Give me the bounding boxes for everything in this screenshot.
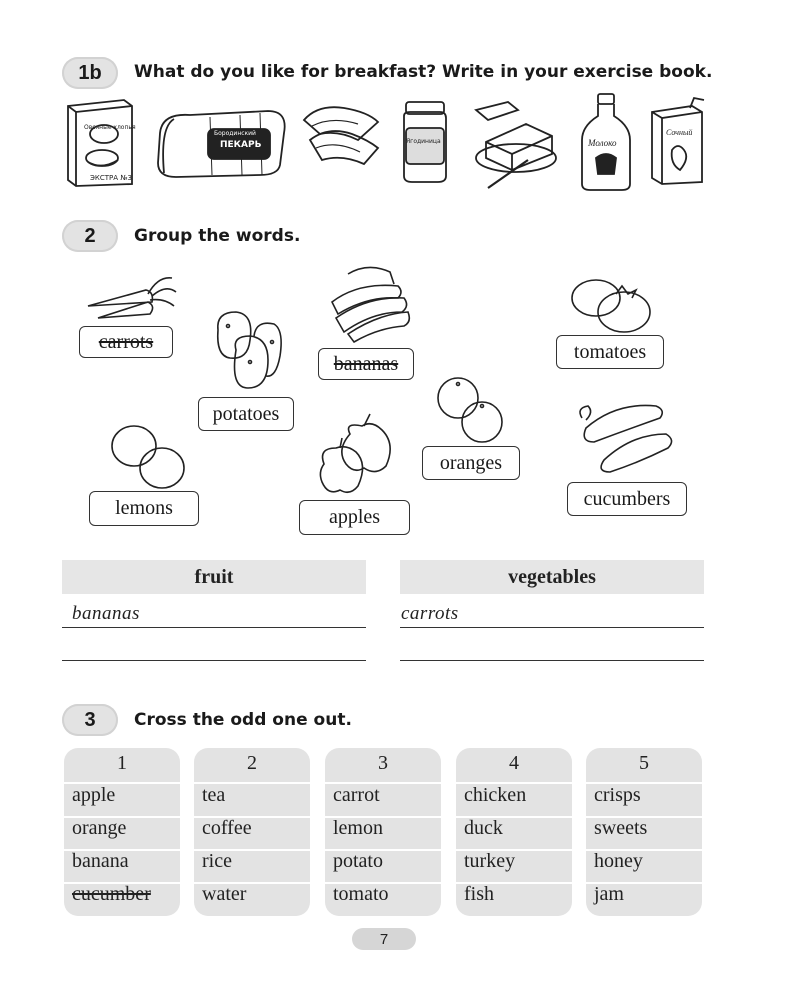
carrots-illustration <box>86 272 178 324</box>
list-item[interactable]: banana <box>72 850 129 872</box>
bacon-illustration <box>298 100 384 170</box>
list-item[interactable]: honey <box>594 850 643 872</box>
juice-box-illustration <box>646 98 708 186</box>
juice-box-label: Сочный <box>666 128 693 137</box>
list-item[interactable]: turkey <box>464 850 516 872</box>
list-item[interactable]: water <box>202 883 247 905</box>
exercise-2-title: Group the words. <box>134 226 301 246</box>
butter-illustration <box>468 96 564 192</box>
column-number: 4 <box>509 752 519 774</box>
word-box-tomatoes: tomatoes <box>556 335 664 369</box>
list-item[interactable]: crisps <box>594 784 641 806</box>
word-box-bananas: bananas <box>318 348 414 380</box>
bread-label-2: ПЕКАРЬ <box>220 140 262 150</box>
page-number: 7 <box>352 928 416 950</box>
list-item[interactable]: lemon <box>333 817 383 839</box>
column-number: 2 <box>247 752 257 774</box>
list-item[interactable]: jam <box>594 883 624 905</box>
word-box-carrots: carrots <box>79 326 173 358</box>
column-number: 1 <box>117 752 127 774</box>
fruit-column-header: fruit <box>62 560 366 594</box>
vegetables-column-header: vegetables <box>400 560 704 594</box>
list-item[interactable]: coffee <box>202 817 252 839</box>
fruit-writing-line-2[interactable] <box>62 660 366 661</box>
exercise-3-title: Cross the odd one out. <box>134 710 352 730</box>
odd-one-out-column-4 <box>456 748 572 916</box>
odd-one-out-column-3 <box>325 748 441 916</box>
list-item[interactable]: apple <box>72 784 116 806</box>
column-number: 5 <box>639 752 649 774</box>
list-item[interactable]: fish <box>464 883 494 905</box>
fruit-example-answer: bananas <box>72 603 140 624</box>
exercise-1b-title: What do you like for breakfast? Write in your exercise book. <box>134 62 713 82</box>
odd-one-out-column-1 <box>64 748 180 916</box>
exercise-3-number: 3 <box>62 704 118 736</box>
cucumbers-illustration <box>576 398 676 478</box>
fruit-writing-line-1[interactable] <box>62 627 366 628</box>
list-item[interactable]: sweets <box>594 817 648 839</box>
exercise-1b-number: 1b <box>62 57 118 89</box>
bread-label: Бородинский <box>214 130 256 137</box>
jam-jar-label: Ягодиница <box>406 138 441 145</box>
list-item[interactable]: potato <box>333 850 383 872</box>
word-box-lemons: lemons <box>89 491 199 526</box>
oranges-illustration <box>434 374 506 444</box>
tomatoes-illustration <box>566 276 656 334</box>
list-item[interactable]: carrot <box>333 784 380 806</box>
word-box-potatoes: potatoes <box>198 397 294 431</box>
list-item[interactable]: orange <box>72 817 127 839</box>
list-item[interactable]: chicken <box>464 784 527 806</box>
lemons-illustration <box>108 422 186 492</box>
vegetables-writing-line-1[interactable] <box>400 627 704 628</box>
milk-label: Молоко <box>588 138 617 148</box>
word-box-apples: apples <box>299 500 410 535</box>
cereal-box-label-2: ЭКСТРА №3 <box>90 174 132 182</box>
odd-one-out-column-5 <box>586 748 702 916</box>
apples-illustration <box>314 412 398 498</box>
list-item[interactable]: rice <box>202 850 232 872</box>
list-item[interactable]: tomato <box>333 883 389 905</box>
vegetables-example-answer: carrots <box>401 603 459 624</box>
potatoes-illustration <box>210 306 286 392</box>
odd-one-out-column-2 <box>194 748 310 916</box>
list-item[interactable]: duck <box>464 817 503 839</box>
word-box-cucumbers: cucumbers <box>567 482 687 516</box>
word-box-oranges: oranges <box>422 446 520 480</box>
vegetables-writing-line-2[interactable] <box>400 660 704 661</box>
list-item-crossed-out[interactable]: cucumber <box>72 883 151 905</box>
column-number: 3 <box>378 752 388 774</box>
cereal-box-label: Овсяные хлопья <box>84 124 136 131</box>
bananas-illustration <box>328 262 414 344</box>
exercise-2-number: 2 <box>62 220 118 252</box>
list-item[interactable]: tea <box>202 784 226 806</box>
